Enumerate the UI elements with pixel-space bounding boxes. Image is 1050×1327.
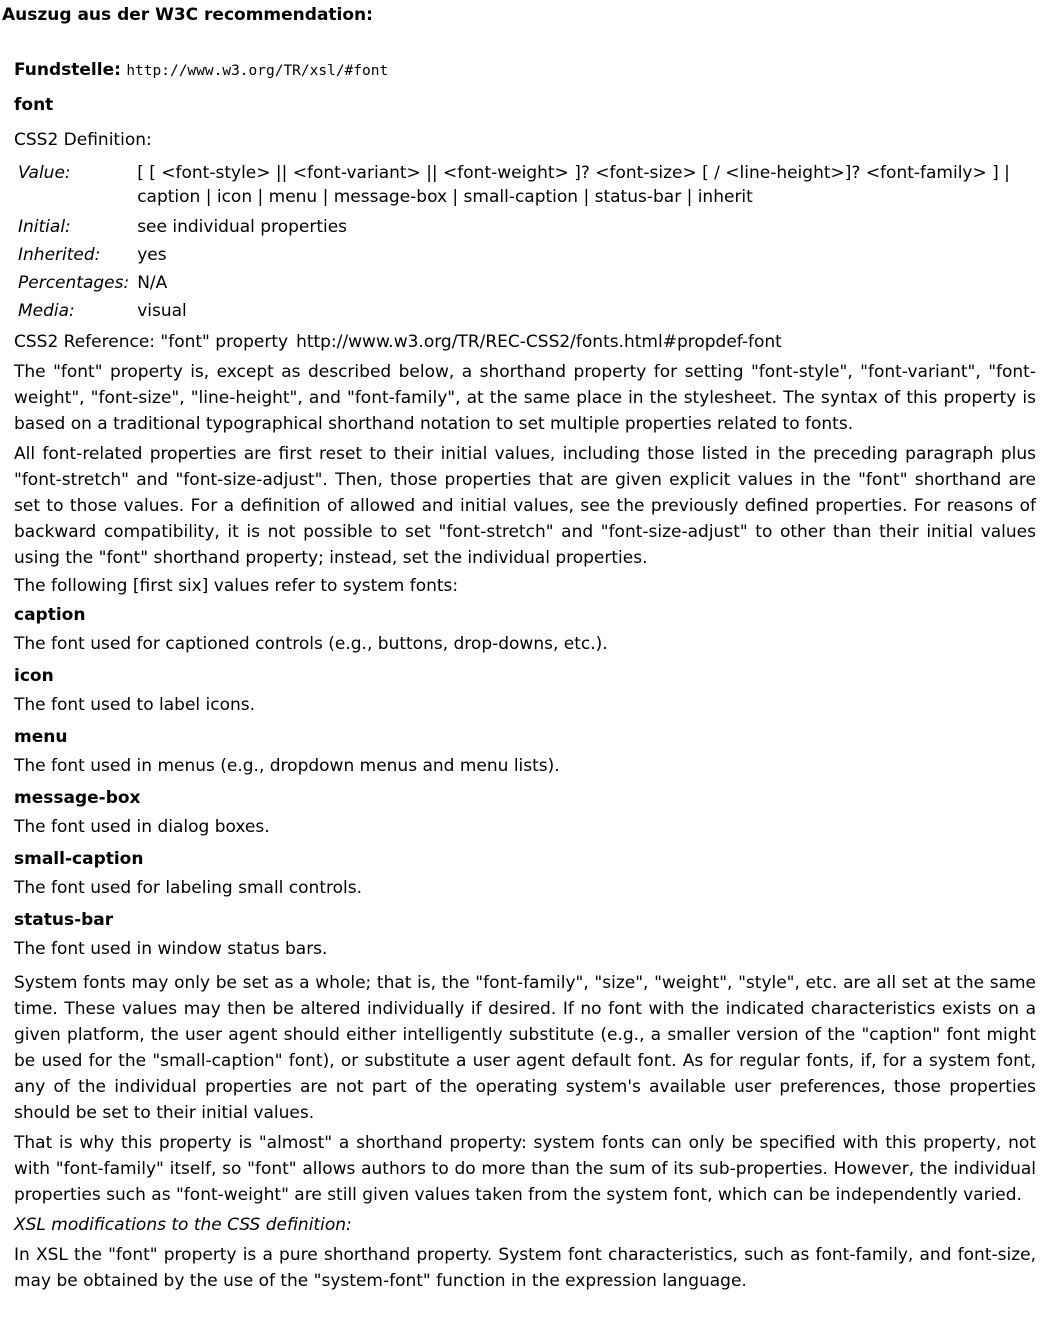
definition-row-initial	[14, 213, 1036, 241]
paragraph: The "font" property is, except as described below, a shorthand property for setting "font-style", "font-variant", "font-weight", "font-size", "line-height", and "font-family", at the same place in the stylesheet. The syntax of this property is based on a traditional typographical shorthand notation to set multiple properties related to fonts.	[14, 362, 1036, 434]
system-font-term: caption	[14, 605, 86, 625]
system-font-desc: The font used for captioned controls (e.g., buttons, drop-downs, etc.).	[14, 634, 608, 654]
system-font-term: message-box	[14, 788, 141, 808]
page-heading: Auszug aus der W3C recommendation:	[2, 5, 373, 25]
css2-reference-url: http://www.w3.org/TR/REC-CSS2/fonts.html#propdef-font	[296, 332, 782, 352]
css2-reference-line	[14, 329, 1036, 355]
system-font-term: icon	[14, 666, 54, 686]
content-area	[14, 56, 1036, 1294]
css2-definition-label: CSS2 Definition:	[14, 130, 152, 150]
fundstelle-label: Fundstelle:	[14, 60, 121, 80]
system-font-desc: The font used in dialog boxes.	[14, 817, 270, 837]
definition-value: N/A	[137, 273, 168, 293]
definition-value: [ [ <font-style> || <font-variant> || <font-weight> ]? <font-size> [ / <line-height>]? <font-family> ] | caption | icon | menu | message-box | small-caption | status-bar | inherit	[137, 163, 1010, 207]
css2-reference-label: CSS2 Reference: "font" property	[14, 332, 289, 352]
definition-value: visual	[137, 301, 187, 321]
system-font-desc: The font used for labeling small controls.	[14, 878, 362, 898]
definition-label: Percentages:	[18, 273, 130, 293]
fundstelle-url: http://www.w3.org/TR/xsl/#font	[126, 63, 389, 79]
definition-table	[14, 159, 1036, 325]
definition-label: Initial:	[18, 217, 71, 237]
paragraph: That is why this property is "almost" a shorthand property: system fonts can only be specified with this property, not with "font-family" itself, so "font" allows authors to do more than the sum of its sub-properties. However, the individual properties such as "font-weight" are still given values taken from the system font, which can be independently varied.	[14, 1133, 1036, 1205]
definition-row-media	[14, 297, 1036, 325]
system-font-term: small-caption	[14, 849, 144, 869]
definition-value: see individual properties	[137, 217, 348, 237]
definition-row-inherited	[14, 241, 1036, 269]
system-fonts-intro: The following [first six] values refer to system fonts:	[14, 576, 459, 596]
paragraph: In XSL the "font" property is a pure shorthand property. System font characteristics, such as font-family, and font-size, may be obtained by the use of the "system-font" function in the expression language.	[14, 1245, 1036, 1291]
definition-label: Media:	[18, 301, 75, 321]
xsl-modifications-label: XSL modifications to the CSS definition:	[14, 1215, 352, 1235]
paragraph: System fonts may only be set as a whole; that is, the "font-family", "size", "weight", "style", etc. are all set at the same time. These values may then be altered individually if desired. If no font with the indicated characteristics exists on a given platform, the user agent should either intelligently substitute (e.g., a smaller version of the "caption" font might be used for the "small-caption" font), or substitute a user agent default font. As for regular fonts, if, for a system font, any of the individual properties are not part of the operating system's available user preferences, those properties should be set to their initial values.	[14, 973, 1036, 1123]
system-font-desc: The font used in window status bars.	[14, 939, 328, 959]
fundstelle-line	[14, 56, 1036, 85]
system-font-term: menu	[14, 727, 68, 747]
property-name: font	[14, 95, 54, 115]
definition-row-value	[14, 159, 1036, 213]
paragraph: All font-related properties are first reset to their initial values, including those listed in the preceding paragraph plus "font-stretch" and "font-size-adjust". Then, those properties that are given explicit values in the "font" shorthand are set to those values. For a definition of allowed and initial values, see the previously defined properties. For reasons of backward compatibility, it is not possible to set "font-stretch" and "font-size-adjust" to other than their initial values using the "font" shorthand property; instead, set the individual properties.	[14, 444, 1036, 568]
definition-value: yes	[137, 245, 167, 265]
system-font-desc: The font used in menus (e.g., dropdown menus and menu lists).	[14, 756, 560, 776]
definition-row-percentages	[14, 269, 1036, 297]
definition-label: Inherited:	[18, 245, 101, 265]
system-font-desc: The font used to label icons.	[14, 695, 256, 715]
system-fonts-list	[14, 602, 1036, 962]
definition-label: Value:	[18, 163, 71, 183]
system-font-term: status-bar	[14, 910, 114, 930]
